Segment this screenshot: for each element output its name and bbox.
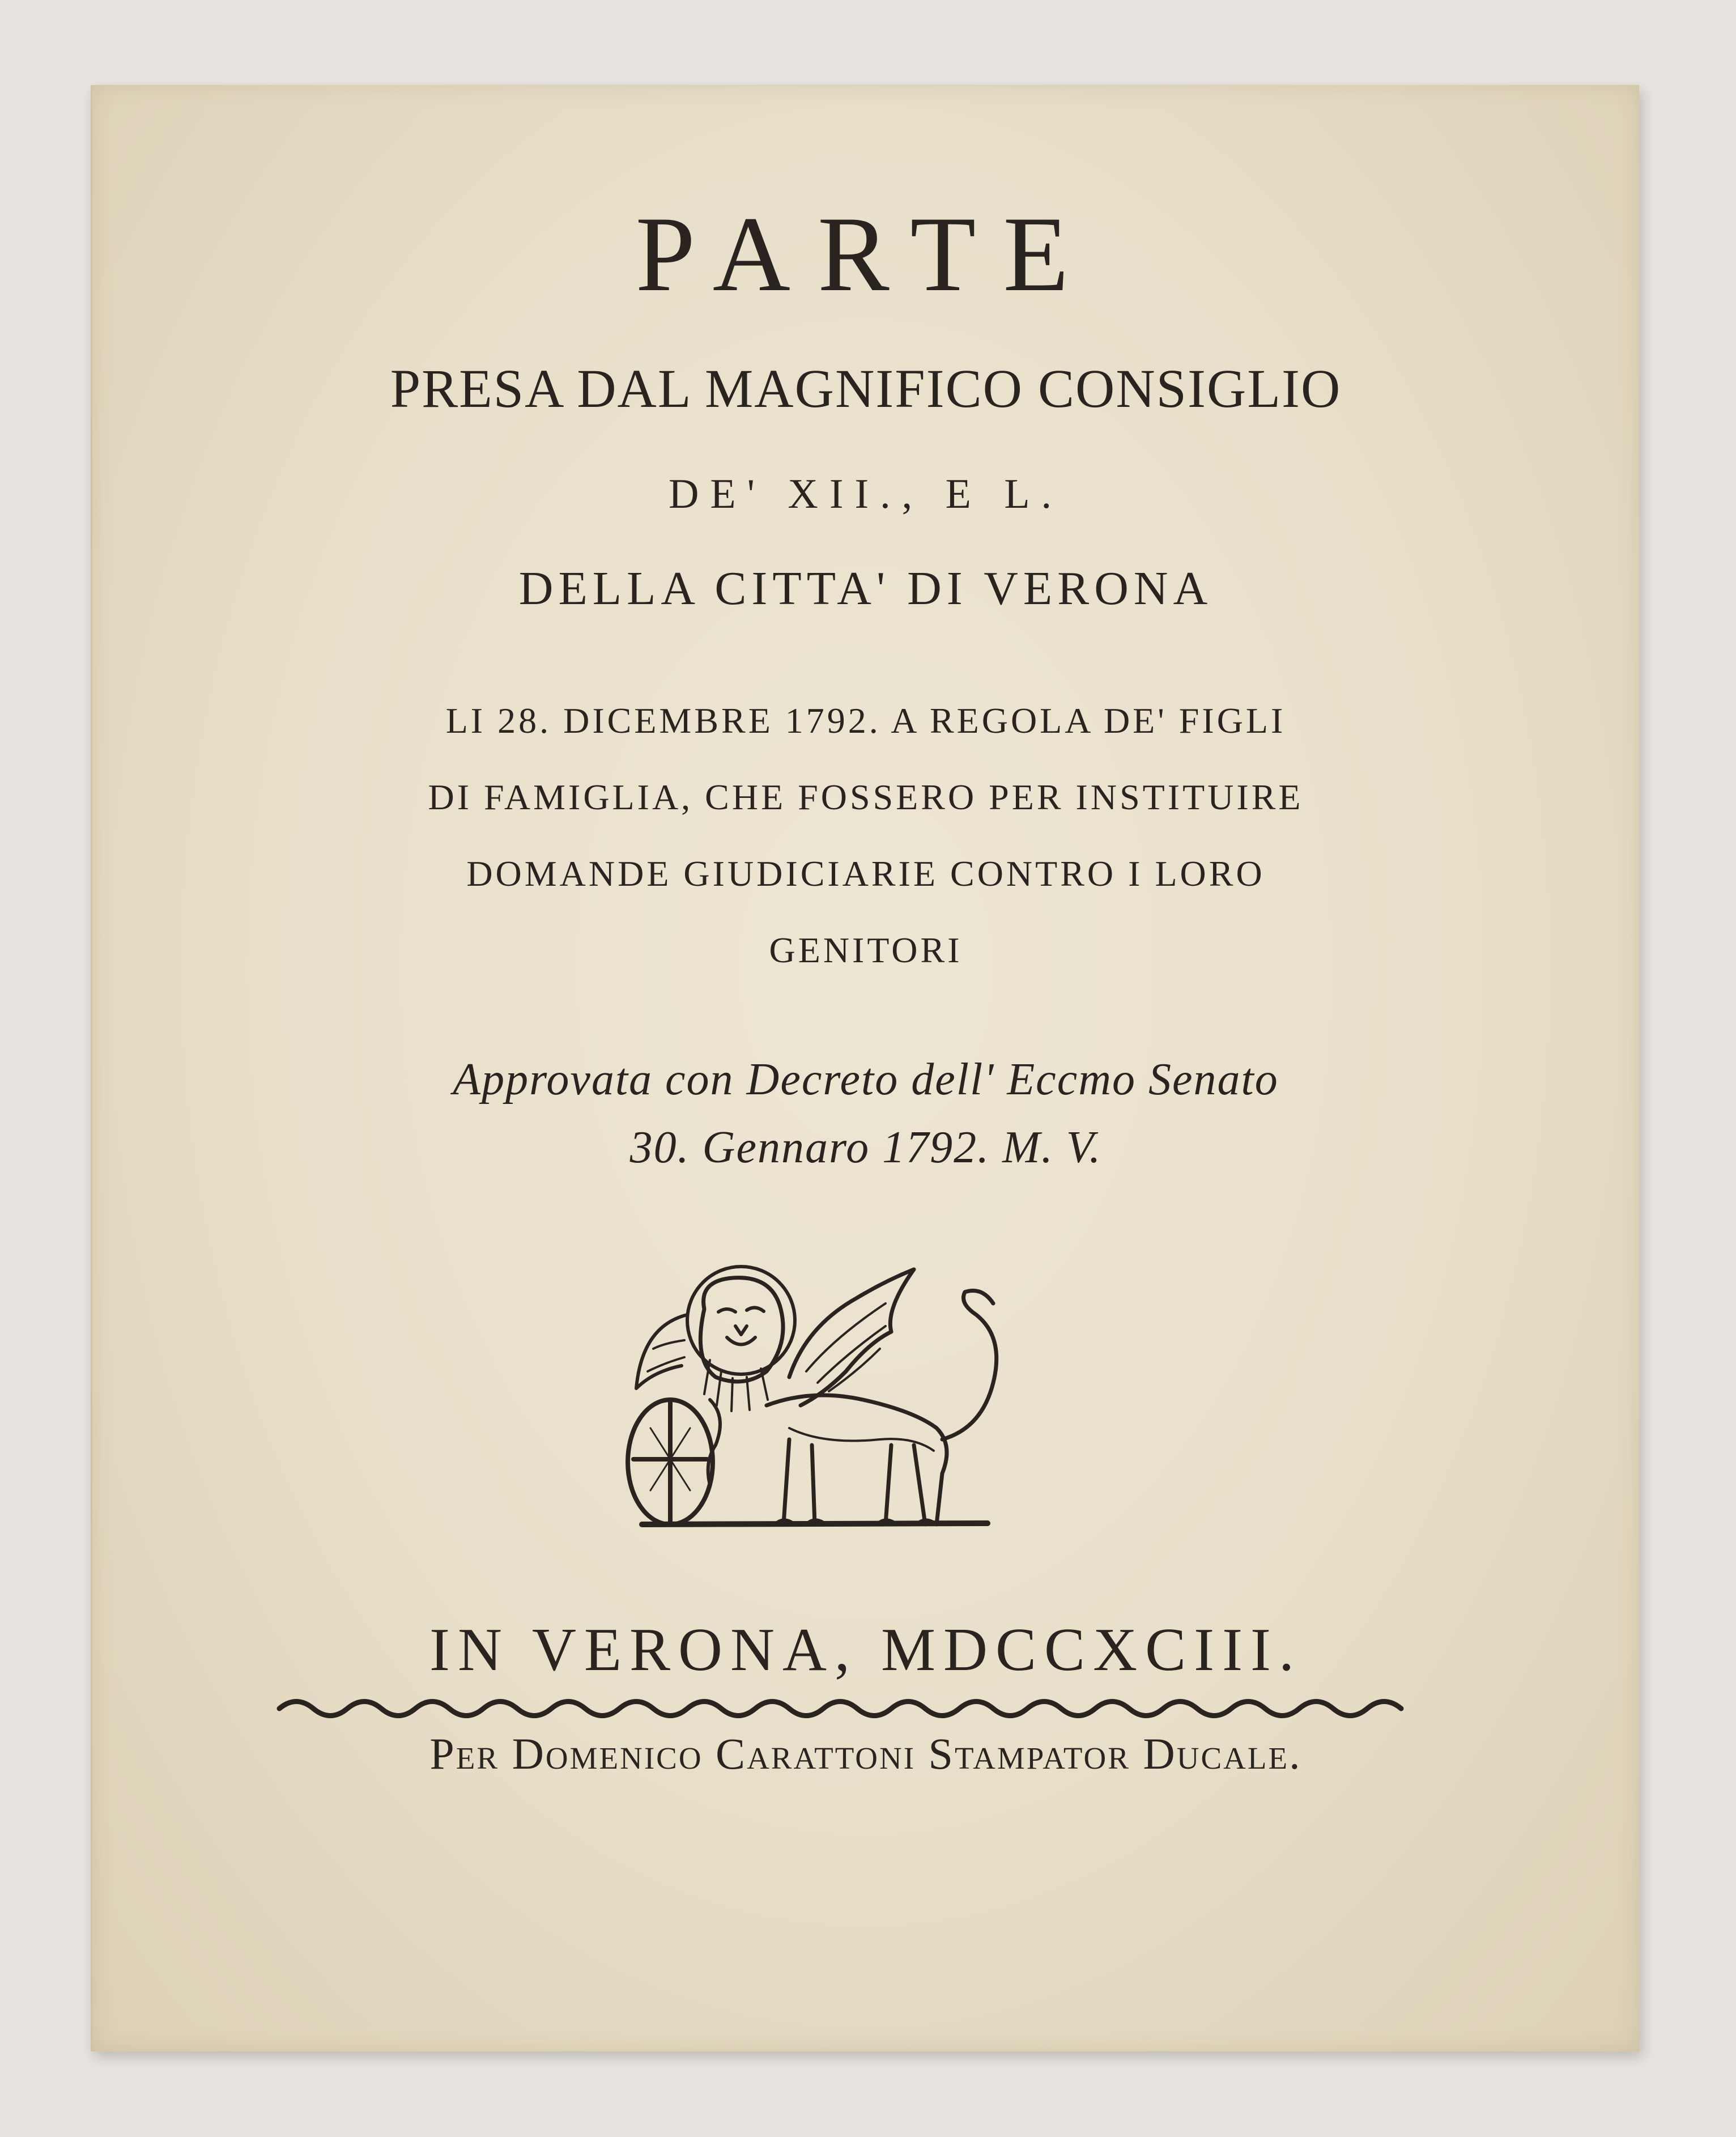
subtitle-council: PRESA DAL MAGNIFICO CONSIGLIO (390, 358, 1342, 419)
subtitle-numbers: DE' XII., E L. (668, 471, 1063, 517)
body-line-1: LI 28. DICEMBRE 1792. A REGOLA DE' FIGLI (445, 700, 1286, 741)
approval-line-2: 30. Gennaro 1792. M. V. (629, 1123, 1102, 1172)
approval-line-1: Approvata con Decreto dell' Eccmo Senato (453, 1055, 1279, 1104)
ornamental-rule-icon (274, 1692, 1407, 1726)
body-line-4: GENITORI (769, 930, 963, 970)
printer-line: Per Domenico Carattoni Stampator Ducale. (429, 1729, 1302, 1778)
document-title: PARTE (635, 195, 1096, 314)
subtitle-city: DELLA CITTA' DI VERONA (518, 562, 1213, 615)
imprint-place-date: IN VERONA, MDCCXCIII. (429, 1616, 1302, 1684)
body-line-3: DOMANDE GIUDICIARIE CONTRO I LORO (466, 853, 1265, 894)
document-page (91, 85, 1639, 2051)
body-line-2: DI FAMIGLIA, CHE FOSSERO PER INSTITUIRE (428, 777, 1304, 817)
winged-lion-of-st-mark-icon (619, 1258, 1050, 1553)
